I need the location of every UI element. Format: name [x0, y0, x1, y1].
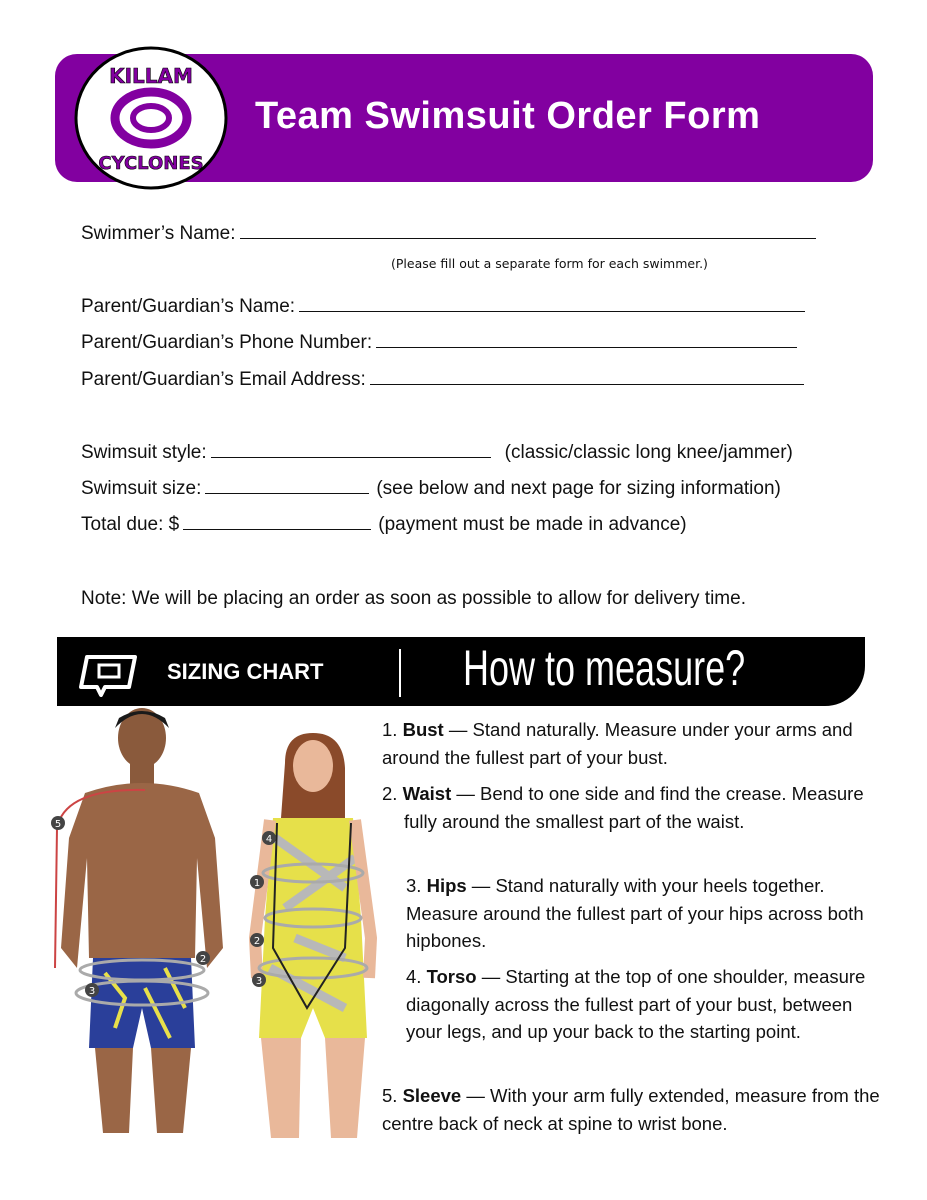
swimmer-name-row: [81, 222, 816, 245]
killam-cyclones-logo: [73, 45, 229, 191]
style-row: [81, 441, 793, 464]
instruction-waist: 2. Waist — Bend to one side and find the crease. Measure fully around the smallest part of the waist.: [382, 783, 864, 832]
style-field[interactable]: [211, 441, 491, 458]
instruction-bust: 1. Bust — Stand naturally. Measure under your arms and around the fullest part of your bust.: [382, 719, 853, 768]
page-title: Team Swimsuit Order Form: [255, 95, 761, 137]
swimmer-name-field[interactable]: [240, 222, 816, 239]
sizing-chart-banner: [57, 637, 865, 706]
size-hint: (see below and next page for sizing information): [376, 478, 781, 499]
parent-email-label: Parent/Guardian’s Email Address:: [81, 369, 366, 390]
parent-phone-row: [81, 331, 797, 354]
sizing-chart-label: SIZING CHART: [167, 659, 324, 684]
parent-email-row: [81, 368, 804, 391]
separate-form-note: (Please fill out a separate form for each swimmer.): [391, 256, 708, 271]
total-field[interactable]: [183, 513, 371, 530]
svg-text:5: 5: [54, 819, 62, 830]
parent-name-label: Parent/Guardian’s Name:: [81, 296, 296, 317]
size-label: Swimsuit size:: [81, 478, 202, 499]
svg-text:KILLAM: KILLAM: [109, 64, 193, 88]
instruction-hips: 3. Hips — Stand naturally with your heels together. Measure around the fullest part of your hips across both hipbones.: [406, 875, 864, 951]
parent-email-field[interactable]: [370, 368, 804, 385]
svg-text:3: 3: [255, 976, 263, 987]
parent-phone-label: Parent/Guardian’s Phone Number:: [81, 332, 373, 353]
brand-logo-icon: [75, 651, 145, 697]
style-label: Swimsuit style:: [81, 442, 207, 463]
svg-text:4: 4: [265, 834, 273, 845]
svg-text:3: 3: [88, 986, 96, 997]
total-label: Total due: $: [81, 514, 180, 535]
svg-text:CYCLONES: CYCLONES: [98, 153, 204, 174]
total-row: [81, 513, 687, 536]
total-hint: (payment must be made in advance): [378, 514, 687, 535]
measurement-figures: [45, 708, 395, 1148]
how-to-measure-heading: How to measure?: [463, 640, 746, 696]
swimmer-name-label: Swimmer’s Name:: [81, 223, 236, 244]
svg-text:2: 2: [199, 954, 207, 965]
delivery-note: Note: We will be placing an order as soon as possible to allow for delivery time.: [81, 588, 746, 609]
svg-text:1: 1: [253, 878, 261, 889]
parent-name-field[interactable]: [299, 295, 805, 312]
parent-phone-field[interactable]: [376, 331, 797, 348]
instruction-sleeve: 5. Sleeve — With your arm fully extended, measure from the centre back of neck at spine to wrist bone.: [382, 1085, 880, 1134]
male-figure: [51, 708, 223, 1133]
size-row: [81, 477, 781, 500]
divider: [399, 649, 401, 697]
parent-name-row: [81, 295, 805, 318]
instruction-torso: 4. Torso — Starting at the top of one shoulder, measure diagonally across the fullest part of your bust, between your legs, and up your back to the starting point.: [406, 966, 866, 1042]
svg-text:2: 2: [253, 936, 261, 947]
female-figure: [250, 733, 371, 1138]
style-hint: (classic/classic long knee/jammer): [504, 442, 793, 463]
size-field[interactable]: [205, 477, 369, 494]
